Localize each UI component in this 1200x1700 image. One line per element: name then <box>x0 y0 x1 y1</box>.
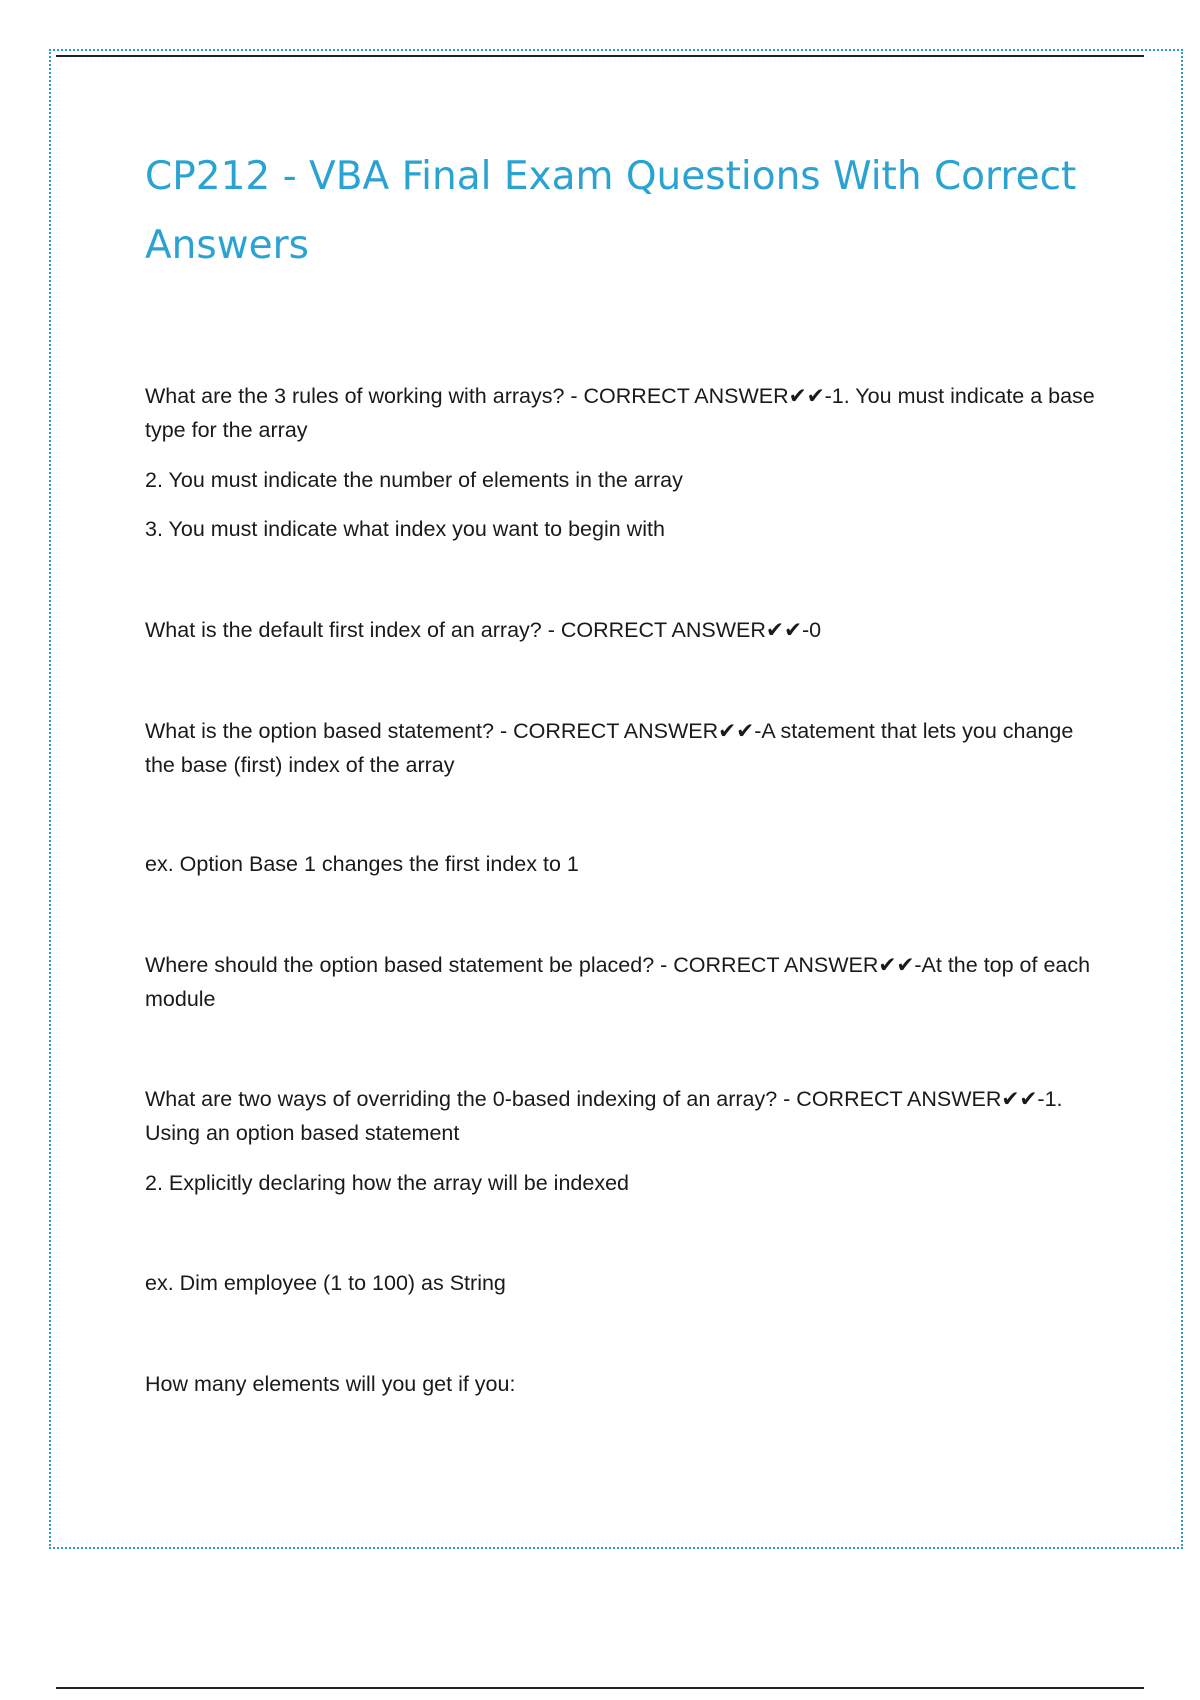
qa-default-first-index <box>145 613 1100 647</box>
qa-override-indexing-item-2 <box>145 1166 1100 1200</box>
paragraph: 3. You must indicate what index you want to begin with <box>145 517 665 541</box>
qa-rules-of-arrays <box>145 379 1100 447</box>
paragraph: ex. Option Base 1 changes the first index to 1 <box>145 852 579 876</box>
paragraph: What are two ways of overriding the 0-based indexing of an array? - CORRECT ANSWER✔✔-1. Using an option based statement <box>145 1087 1063 1145</box>
qa-how-many-elements <box>145 1367 1100 1401</box>
paragraph: ex. Dim employee (1 to 100) as String <box>145 1271 506 1295</box>
paragraph: What are the 3 rules of working with arrays? - CORRECT ANSWER✔✔-1. You must indicate a base type for the array <box>145 384 1095 442</box>
example-dim-employee <box>145 1266 1100 1300</box>
qa-rules-of-arrays-item-3 <box>145 512 1100 546</box>
footer-rule <box>56 1687 1144 1689</box>
paragraph: 2. You must indicate the number of elements in the array <box>145 468 683 492</box>
paragraph: What is the option based statement? - CORRECT ANSWER✔✔-A statement that lets you change the base (first) index of the array <box>145 719 1074 777</box>
paragraph: How many elements will you get if you: <box>145 1372 516 1396</box>
qa-option-base-placement <box>145 948 1100 1016</box>
paragraph: 2. Explicitly declaring how the array will be indexed <box>145 1171 629 1195</box>
document-title: CP212 - VBA Final Exam Questions With Correct Answers <box>145 154 1077 268</box>
qa-rules-of-arrays-item-2 <box>145 463 1100 497</box>
qa-option-base-statement <box>145 714 1100 782</box>
paragraph: Where should the option based statement be placed? - CORRECT ANSWER✔✔-At the top of each module <box>145 953 1091 1011</box>
paragraph: What is the default first index of an array? - CORRECT ANSWER✔✔-0 <box>145 618 822 642</box>
example-option-base <box>145 847 1100 881</box>
qa-override-indexing <box>145 1082 1100 1150</box>
